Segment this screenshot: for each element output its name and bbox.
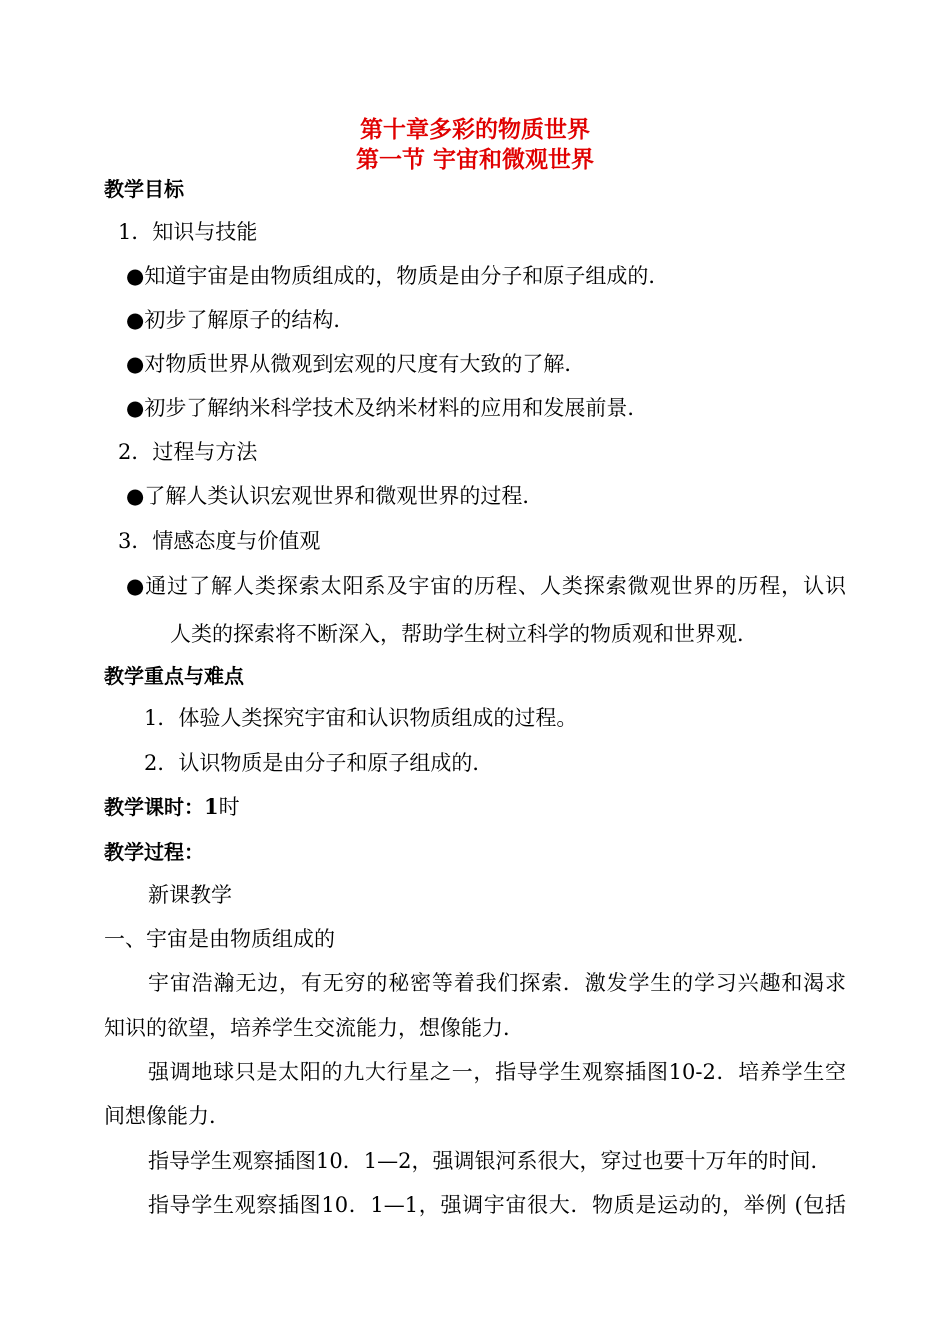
objective-3-bullet-1-line-1: ●通过了解人类探索太阳系及宇宙的历程、人类探索微观世界的历程，认识 bbox=[126, 574, 846, 598]
objective-1-bullet-3: ●对物质世界从微观到宏观的尺度有大致的了解． bbox=[126, 352, 586, 376]
objective-3-bullet-1-line-2: 人类的探索将不断深入，帮助学生树立科学的物质观和世界观． bbox=[170, 622, 758, 646]
objective-1-label: 1．知识与技能 bbox=[118, 220, 258, 244]
objective-2-label: 2．过程与方法 bbox=[118, 440, 258, 464]
paragraph-1-line-1: 宇宙浩瀚无边，有无穷的秘密等着我们探索．激发学生的学习兴趣和渴求 bbox=[148, 971, 846, 995]
paragraph-4-line-1: 指导学生观察插图10．1—1，强调宇宙很大．物质是运动的，举例 (包括 bbox=[148, 1193, 846, 1217]
key-point-1: 1．体验人类探究宇宙和认识物质组成的过程。 bbox=[144, 706, 578, 730]
paragraph-2-line-2: 间想像能力． bbox=[104, 1104, 230, 1128]
section-title: 第一节 宇宙和微观世界 bbox=[355, 147, 594, 173]
objective-2-bullet-1: ●了解人类认识宏观世界和微观世界的过程． bbox=[126, 484, 544, 508]
heading-objectives: 教学目标 bbox=[104, 177, 184, 201]
class-hours-number: 1 bbox=[204, 794, 219, 819]
chapter-title: 第十章多彩的物质世界 bbox=[360, 117, 590, 143]
class-hours-label: 教学课时： bbox=[104, 795, 204, 819]
paragraph-1-line-2: 知识的欲望，培养学生交流能力，想像能力． bbox=[104, 1016, 524, 1040]
paragraph-3: 指导学生观察插图10．1—2，强调银河系很大，穿过也要十万年的时间． bbox=[148, 1149, 832, 1173]
objective-1-bullet-4: ●初步了解纳米科学技术及纳米材料的应用和发展前景． bbox=[126, 396, 649, 420]
heading-process: 教学过程： bbox=[104, 840, 204, 864]
objective-1-bullet-1: ●知道宇宙是由物质组成的，物质是由分子和原子组成的． bbox=[126, 264, 670, 288]
objective-3-label: 3．情感态度与价值观 bbox=[118, 529, 321, 553]
objective-1-bullet-2: ●初步了解原子的结构． bbox=[126, 308, 355, 332]
class-hours-unit: 时 bbox=[218, 795, 240, 819]
section-1-heading: 一、宇宙是由物质组成的 bbox=[104, 927, 335, 951]
new-lesson-label: 新课教学 bbox=[148, 883, 232, 907]
key-point-2: 2．认识物质是由分子和原子组成的． bbox=[144, 751, 494, 775]
paragraph-2-line-1: 强调地球只是太阳的九大行星之一，指导学生观察插图10-2．培养学生空 bbox=[148, 1060, 846, 1084]
heading-class-hours bbox=[104, 793, 240, 821]
heading-key-points: 教学重点与难点 bbox=[104, 664, 244, 688]
